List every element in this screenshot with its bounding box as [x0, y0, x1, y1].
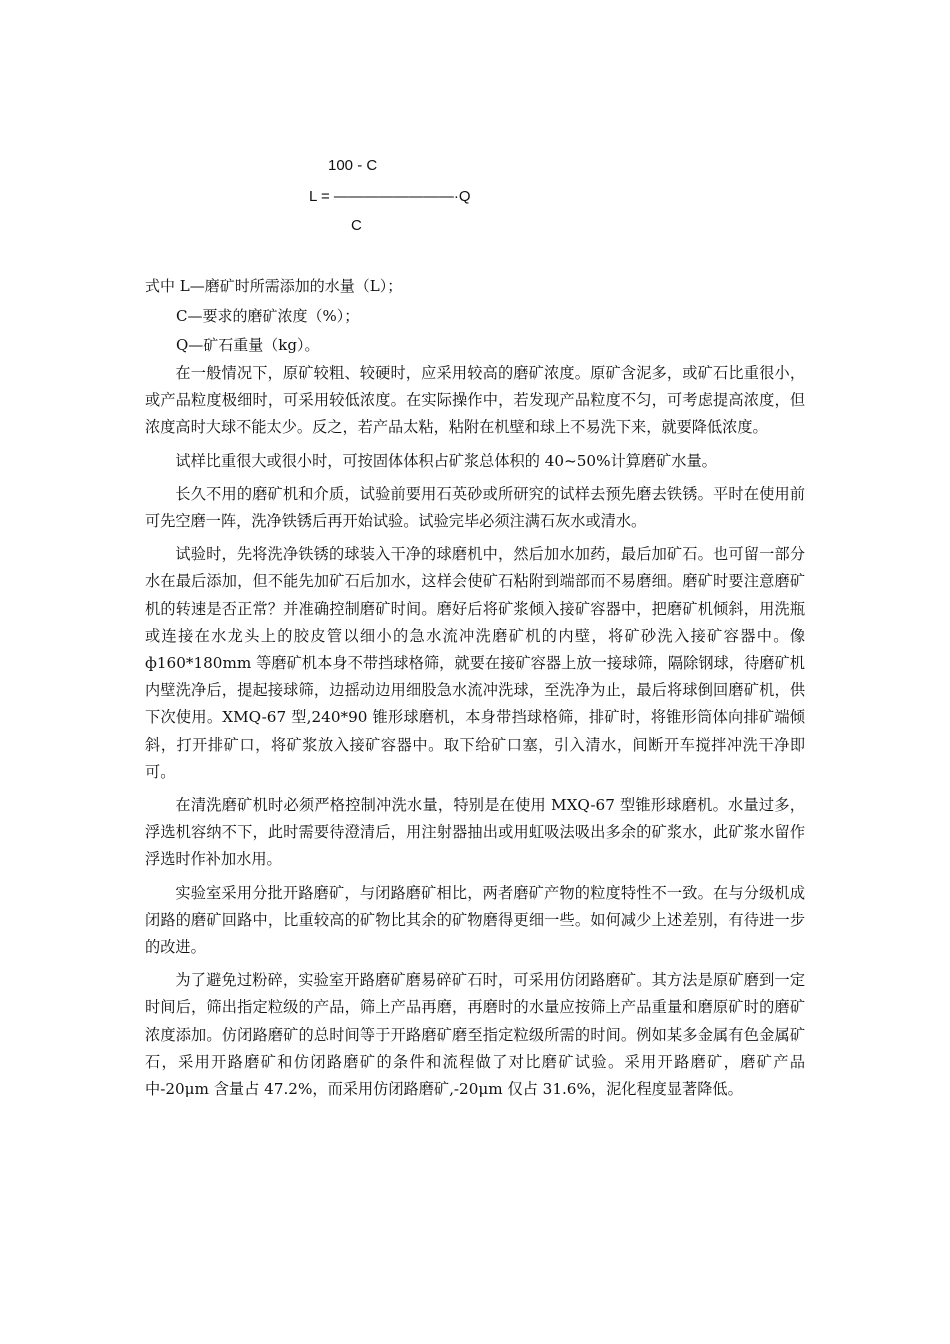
paragraph-washing-water: 在清洗磨矿机时必须严格控制冲洗水量，特别是在使用 MXQ-67 型锥形球磨机。水量过多，浮选机容纳不下，此时需要待澄清后，用注射器抽出或用虹吸法吸出多余的矿浆水，此矿浆水留作浮选时作补加水用。: [145, 796, 805, 869]
formula-legend-c: C—要求的磨矿浓度（%）；: [176, 307, 360, 325]
paragraph-open-circuit: 实验室采用分批开路磨矿，与闭路磨矿相比，两者磨矿产物的粒度特性不一致。在与分级机成闭路的磨矿回路中，比重较高的矿物比其余的矿物磨得更细一些。如何减少上述差别，有待进一步的改进。: [145, 883, 805, 957]
paragraph-concentration: 在一般情况下，原矿较粗、较硬时，应采用较高的磨矿浓度。原矿含泥多，或矿石比重很小，或产品粒度极细时，可采用较低浓度。在实际操作中，若发现产品粒度不匀，可考虑提高浓度，但浓度高时大球不能太少。反之，若产品太粘，粘附在机壁和球上不易洗下来，就要降低浓度。: [145, 364, 805, 437]
body-text: [145, 360, 805, 1109]
paragraph-simulated-closed-circuit: 为了避免过粉碎，实验室开路磨矿磨易碎矿石时，可采用仿闭路磨矿。其方法是原矿磨到一定时间后，筛出指定粒级的产品，筛上产品再磨，再磨时的水量应按筛上产品重量和磨原矿时的磨矿浓度添加。仿闭路磨矿的总时间等于开路磨矿磨至指定粒级所需的时间。例如某多金属有色金属矿石，采用开路磨矿和仿闭路磨矿的条件和流程做了对比磨矿试验。采用开路磨矿，磨矿产品中-20μm 含量占 47.2%，而采用仿闭路磨矿,-20μm 仅占 31.6%，泥化程度显著降低。: [145, 971, 805, 1099]
paragraph-test-procedure: 试验时，先将洗净铁锈的球装入干净的球磨机中，然后加水加药，最后加矿石。也可留一部分水在最后添加，但不能先加矿石后加水，这样会使矿石粘附到端部而不易磨细。磨矿时要注意磨矿机的转速是否正常？并准确控制磨矿时间。磨好后将矿浆倾入接矿容器中，把磨矿机倾斜，用洗瓶或连接在水龙头上的胶皮管以细小的急水流冲洗磨矿机的内壁，将矿砂洗入接矿容器中。像 ф160*180mm 等磨矿机本身不带挡球格筛，就要在接矿容器上放一接球筛，隔除钢球，待磨矿机内壁洗净后，提起接球筛，边摇动边用细股急水流冲洗球，至洗净为止，最后将球倒回磨矿机，供下次使用。XMQ-67 型,240*90 锥形球磨机，本身带挡球格筛，排矿时，将锥形筒体向排矿端倾斜，打开排矿口，将矿浆放入接矿容器中。取下给矿口塞，引入清水，间断开车搅拌冲洗干净即可。: [145, 545, 805, 781]
formula-legend-l: 式中 L—磨矿时所需添加的水量（L）；: [145, 277, 403, 295]
paragraph-rust-removal: 长久不用的磨矿机和介质，试验前要用石英砂或所研究的试样去预先磨去铁锈。平时在使用前可先空磨一阵，洗净铁锈后再开始试验。试验完毕必须注满石灰水或清水。: [145, 484, 805, 531]
paragraph-water-volume: 试样比重很大或很小时，可按固体体积占矿浆总体积的 40~50%计算磨矿水量。: [175, 451, 717, 470]
formula-legend-q: Q—矿石重量（kg）。: [176, 336, 320, 354]
formula-equation: L = ————————·Q: [309, 188, 471, 205]
formula-numerator: 100 - C: [328, 157, 378, 174]
formula-denominator: C: [351, 217, 362, 234]
